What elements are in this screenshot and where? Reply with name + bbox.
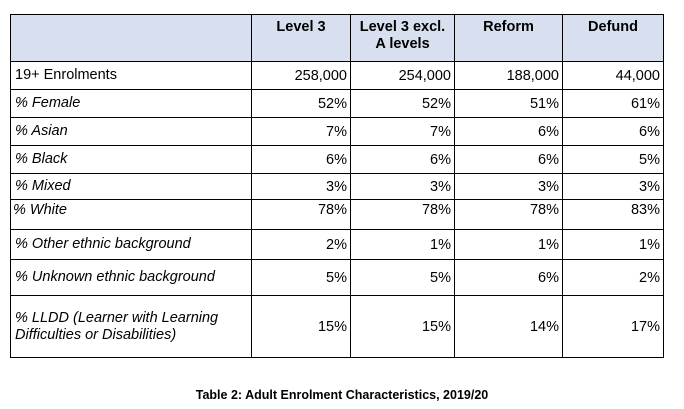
cell-value: 6% [455,146,563,174]
cell-value: 1% [351,230,455,260]
cell-value: 7% [351,118,455,146]
cell-value: 254,000 [351,62,455,90]
table-row [11,296,664,358]
cell-value: 3% [563,174,664,200]
cell-value: 258,000 [252,62,351,90]
row-label: % Unknown ethnic background [11,260,252,296]
cell-value: 6% [563,118,664,146]
cell-value: 6% [455,118,563,146]
table-row [11,200,664,230]
cell-value: 17% [563,296,664,358]
cell-value: 6% [252,146,351,174]
cell-value: 52% [252,90,351,118]
cell-value: 5% [351,260,455,296]
cell-value: 5% [563,146,664,174]
enrolment-table [10,14,664,358]
cell-value: 15% [252,296,351,358]
table-row [11,146,664,174]
table-row [11,230,664,260]
table-row [11,118,664,146]
cell-value: 44,000 [563,62,664,90]
row-label: % Black [11,146,252,174]
row-label: 19+ Enrolments [11,62,252,90]
cell-value: 52% [351,90,455,118]
cell-value: 2% [563,260,664,296]
row-label: % LLDD (Learner with Learning Difficulties or Disabilities) [11,296,252,358]
cell-value: 3% [252,174,351,200]
cell-value: 7% [252,118,351,146]
cell-value: 15% [351,296,455,358]
table-row [11,260,664,296]
cell-value: 6% [351,146,455,174]
table-caption: Table 2: Adult Enrolment Characteristics, 2019/20 [195,388,489,402]
header-level-3: Level 3 [252,15,351,62]
cell-value: 3% [351,174,455,200]
cell-value: 6% [455,260,563,296]
cell-value: 51% [455,90,563,118]
cell-value: 3% [455,174,563,200]
table-row [11,62,664,90]
header-corner [11,15,252,62]
header-defund: Defund [563,15,664,62]
table-row [11,174,664,200]
cell-value: 1% [455,230,563,260]
row-label: % Asian [11,118,252,146]
cell-value: 83% [563,200,664,230]
header-row [11,15,664,62]
cell-value: 14% [455,296,563,358]
header-reform: Reform [455,15,563,62]
cell-value: 188,000 [455,62,563,90]
row-label: % Mixed [11,174,252,200]
cell-value: 78% [252,200,351,230]
cell-value: 2% [252,230,351,260]
cell-value: 1% [563,230,664,260]
table-row [11,90,664,118]
header-level-3-excl-a-levels: Level 3 excl. A levels [351,15,455,62]
cell-value: 5% [252,260,351,296]
row-label: % White [11,200,252,230]
cell-value: 78% [351,200,455,230]
cell-value: 61% [563,90,664,118]
row-label: % Female [11,90,252,118]
row-label: % Other ethnic background [11,230,252,260]
cell-value: 78% [455,200,563,230]
